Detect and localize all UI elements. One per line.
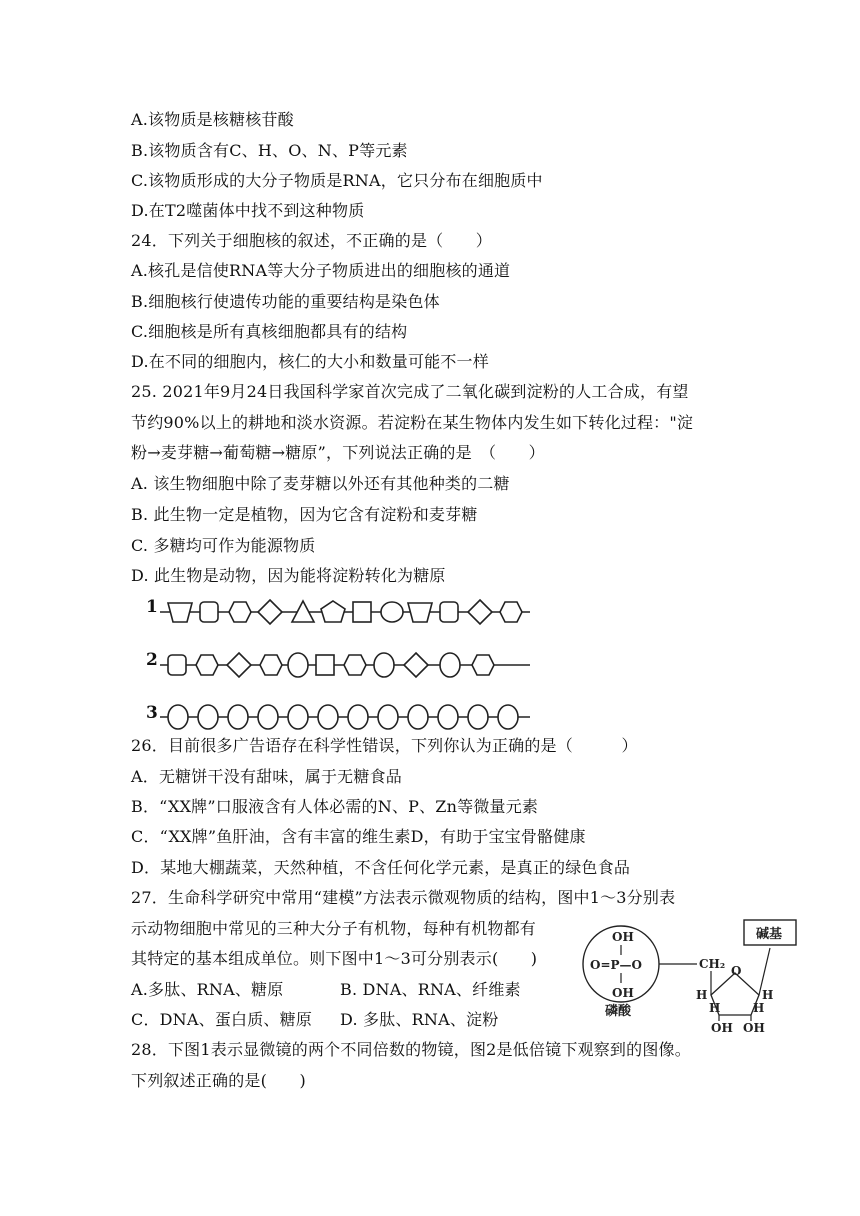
chain2-ellipse <box>374 653 394 677</box>
ring-h-left: H <box>696 988 708 1002</box>
q28-stem-line1: 28．下图1表示显微镜的两个不同倍数的物镜，图2是低倍镜下观察到的图像。 <box>131 1040 691 1059</box>
ring-h-bottom-left: H <box>709 1001 721 1015</box>
chain2-hexagon <box>472 655 494 675</box>
nucleotide-figure <box>575 915 805 1037</box>
q24-option-b: B.细胞核行使遗传功能的重要结构是染色体 <box>131 292 440 311</box>
chain1-hexagon <box>500 602 522 622</box>
chain-1 <box>160 600 530 624</box>
chain2-rounded-rect <box>168 655 186 675</box>
chain3-glucose <box>348 705 368 729</box>
chain3-glucose <box>198 705 218 729</box>
base-label: 碱基 <box>756 927 783 942</box>
q24-option-a: A.核孔是信使RNA等大分子物质进出的细胞核的通道 <box>131 261 511 280</box>
q23-option-c: C.该物质形成的大分子物质是RNA，它只分布在细胞质中 <box>131 171 543 190</box>
ring-oxygen: O <box>731 964 742 978</box>
q23-option-b: B.该物质含有C、H、O、N、P等元素 <box>131 141 408 160</box>
chain3-glucose <box>228 705 248 729</box>
q25-stem-line2: 节约90%以上的耕地和淡水资源。若淀粉在某生物体内发生如下转化过程："淀 <box>131 413 694 432</box>
q27-stem-line1: 27．生命科学研究中常用“建模”方法表示微观物质的结构，图中1～3分别表 <box>131 888 676 907</box>
q24-option-c: C.细胞核是所有真核细胞都具有的结构 <box>131 322 408 341</box>
phosphate-oh-bottom: OH <box>612 986 634 1000</box>
chain2-ellipse <box>288 653 308 677</box>
chain2-diamond <box>227 653 251 677</box>
q25-option-b: B. 此生物一定是植物，因为它含有淀粉和麦芽糖 <box>131 505 478 524</box>
q26-option-c: C．“XX牌”鱼肝油，含有丰富的维生素D，有助于宝宝骨骼健康 <box>131 827 586 846</box>
q24-stem: 24．下列关于细胞核的叙述，不正确的是（ ） <box>131 231 492 250</box>
q28-stem-line2: 下列叙述正确的是( ) <box>131 1071 306 1090</box>
chain3-glucose <box>468 705 488 729</box>
chain2-hexagon <box>196 655 218 675</box>
q27-stem-line2: 示动物细胞中常见的三种大分子有机物，每种有机物都有 <box>131 919 537 938</box>
phosphate-oh-top: OH <box>612 930 634 944</box>
chain3-glucose <box>438 705 458 729</box>
q25-stem-line3: 粉→麦芽糖→葡萄糖→糖原”，下列说法正确的是 （ ） <box>131 443 545 462</box>
ring-oh-left: OH <box>711 1021 733 1035</box>
q24-option-d: D.在不同的细胞内，核仁的大小和数量可能不一样 <box>131 352 489 371</box>
q27-option-b: B. DNA、RNA、纤维素 <box>340 980 521 999</box>
chain2-ellipse <box>440 653 460 677</box>
chain-label-1: 1 <box>146 597 158 617</box>
q23-option-a: A.该物质是核糖核苷酸 <box>131 110 294 129</box>
q26-option-b: B．“XX牌”口服液含有人体必需的N、P、Zn等微量元素 <box>131 797 539 816</box>
chain1-hexagon <box>229 602 251 622</box>
chain2-hexagon <box>344 655 366 675</box>
chain2-square <box>316 655 334 675</box>
q23-option-d: D.在T2噬菌体中找不到这种物质 <box>131 201 365 220</box>
chain1-trapezoid <box>168 603 192 622</box>
chain1-diamond <box>468 600 492 624</box>
chain2-diamond <box>404 653 428 677</box>
chain-3 <box>160 705 530 729</box>
chain-label-2: 2 <box>146 650 158 670</box>
chain-2 <box>160 653 530 677</box>
q25-option-a: A. 该生物细胞中除了麦芽糖以外还有其他种类的二糖 <box>131 474 510 493</box>
q26-option-d: D．某地大棚蔬菜，天然种植，不含任何化学元素，是真正的绿色食品 <box>131 858 631 877</box>
chain1-diamond <box>258 600 282 624</box>
chain1-pentagon <box>321 601 345 622</box>
chain2-hexagon <box>260 655 282 675</box>
q25-option-d: D. 此生物是动物，因为能将淀粉转化为糖原 <box>131 566 446 585</box>
chain1-rounded-rect <box>440 602 458 622</box>
chain1-trapezoid <box>408 603 432 622</box>
chain3-glucose <box>378 705 398 729</box>
phosphate-label: 磷酸 <box>605 1004 632 1019</box>
chain1-square <box>353 602 371 622</box>
chain1-circle <box>381 602 403 622</box>
q25-option-c: C. 多糖均可作为能源物质 <box>131 536 316 555</box>
q27-option-c: C．DNA、蛋白质、糖原 <box>131 1010 313 1029</box>
q27-stem-line3: 其特定的基本组成单位。则下图中1～3可分别表示( ) <box>131 949 538 968</box>
chain-label-3: 3 <box>146 703 158 723</box>
ring-h-right: H <box>762 988 774 1002</box>
q27-option-a: A.多肽、RNA、糖原 <box>131 980 284 999</box>
ch2-label: CH₂ <box>699 957 726 971</box>
ring-h-bottom-right: H <box>753 1001 765 1015</box>
chain3-glucose <box>258 705 278 729</box>
chain1-rounded-rect <box>200 602 218 622</box>
q26-stem: 26．目前很多广告语存在科学性错误，下列你认为正确的是（ ） <box>131 736 638 755</box>
monomer-chains-figure <box>140 590 540 730</box>
chain3-glucose <box>288 705 308 729</box>
q26-option-a: A．无糖饼干没有甜味，属于无糖食品 <box>131 767 402 786</box>
q27-option-d: D. 多肽、RNA、淀粉 <box>340 1010 499 1029</box>
q25-stem-line1: 25. 2021年9月24日我国科学家首次完成了二氧化碳到淀粉的人工合成，有望 <box>131 382 689 401</box>
phosphate-p-group: O=P—O <box>590 958 642 972</box>
chain3-glucose <box>498 705 518 729</box>
chain3-glucose <box>318 705 338 729</box>
chain3-glucose <box>168 705 188 729</box>
ring-oh-right: OH <box>743 1021 765 1035</box>
chain3-glucose <box>408 705 428 729</box>
